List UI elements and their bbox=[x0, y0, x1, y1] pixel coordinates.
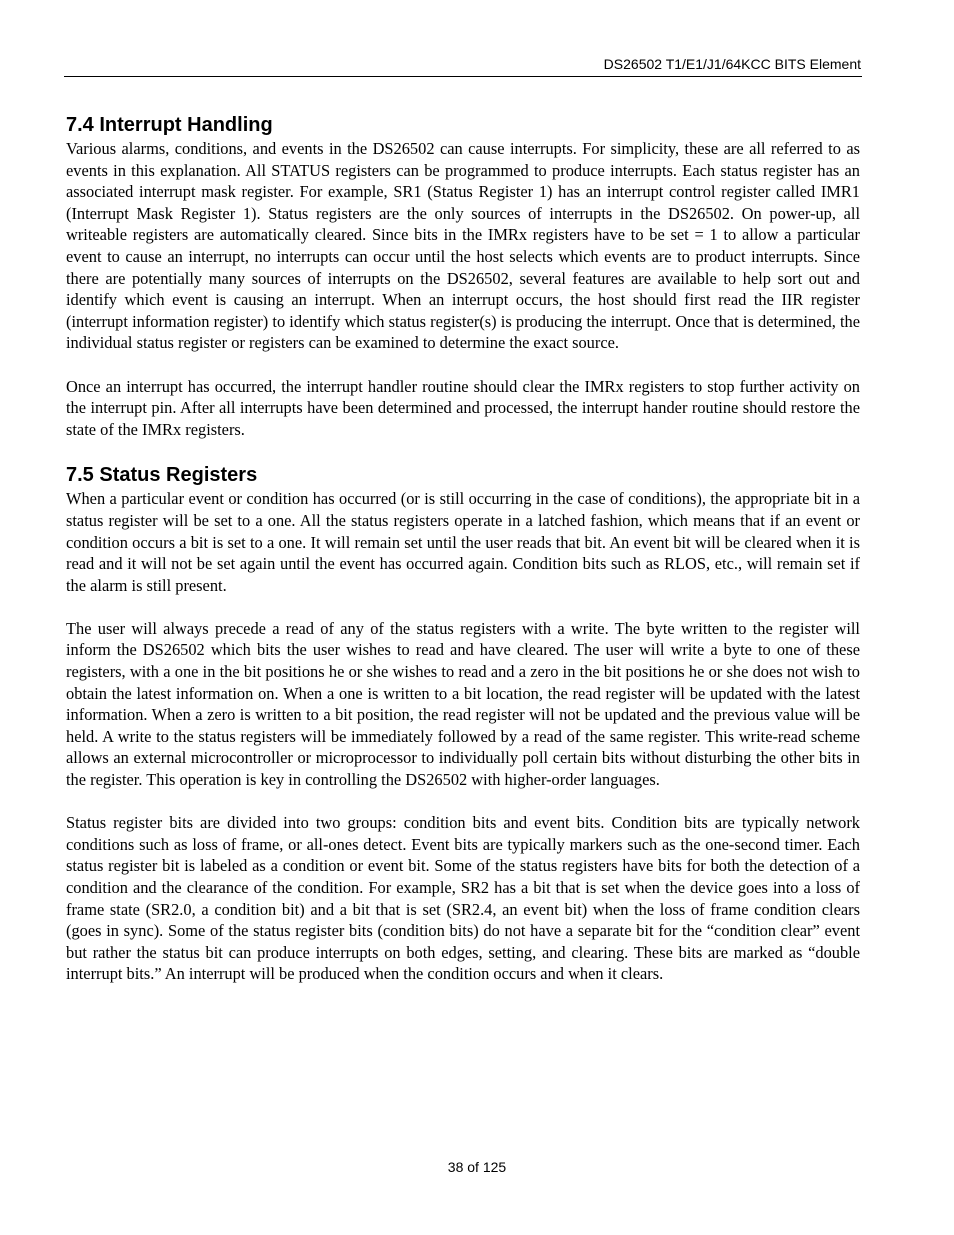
paragraph-interrupt-handler: Once an interrupt has occurred, the interrupt handler routine should clear the IMRx registers to stop further activity on the interrupt pin. After all interrupts have been determined and processed, the interrupt hander routine should restore the state of the IMRx registers. bbox=[66, 376, 860, 439]
header-divider bbox=[64, 76, 862, 77]
paragraph-status-bit-groups: Status register bits are divided into two groups: condition bits and event bits. Condition bits are typically network conditions such as loss of frame, or all-ones detect. Event bits are typically markers such as the one-second timer. Each status register bit is labeled as a condition or event bit. Some of the status registers have bits for both the detection of a condition and the clearance of the condition. For example, SR2 has a bit that is set when the device goes into a loss of frame state (SR2.0, a condition bit) and a bit that is set (SR2.4, an event bit) when the loss of frame condition clears (goes in sync). Some of the status register bits (condition bits) do not have a separate bit for the “condition clear” event but rather the status bit can produce interrupts on both edges, setting, and clearing. These bits are marked as “double interrupt bits.” An interrupt will be produced when the condition occurs and when it clears. bbox=[66, 813, 860, 984]
section-heading-status-registers: 7.5 Status Registers bbox=[66, 464, 258, 487]
page-number: 38 of 125 bbox=[447, 1159, 507, 1175]
page-body bbox=[66, 112, 860, 985]
section-heading-interrupt-handling: 7.4 Interrupt Handling bbox=[66, 114, 273, 136]
paragraph-status-latched: When a particular event or condition has occurred (or is still occurring in the case of conditions), the appropriate bit in a status register will be set to a one. All the status registers operate in a latched fashion, which means that if an event or condition occurs a bit is set to a one. It will remain set until the user reads that bit. An event bit will be cleared when it is read and it will not be set again until the event has occurred again. Condition bits such as RLOS, etc., will remain set if the alarm is still present. bbox=[66, 489, 860, 595]
paragraph-interrupt-overview: Various alarms, conditions, and events in the DS26502 can cause interrupts. For simplicity, these are all referred to as events in this explanation. All STATUS registers can be programmed to produce interrupts. Each status register has an associated interrupt mask register. For example, SR1 (Status Register 1) has an interrupt control register called IMR1 (Interrupt Mask Register 1). Status registers are the only sources of interrupts in the DS26502. On power-up, all writeable registers are automatically cleared. Since bits in the IMRx registers have to be set = 1 to allow a particular event to cause an interrupt, no interrupts can occur until the host selects which events are to product interrupts. Since there are potentially many sources of interrupts on the DS26502, several features are available to help sort out and identify which event is causing an interrupt. When an interrupt occurs, the host should first read the IIR register (interrupt information register) to identify which status register(s) is producing the interrupt. Once that is determined, the individual status register or registers can be examined to determine the exact source. bbox=[66, 139, 860, 353]
paragraph-status-write-read: The user will always precede a read of any of the status registers with a write. The byte written to the register will inform the DS26502 which bits the user wishes to read and have cleared. The user will write a byte to one of these registers, with a one in the bit positions he or she wishes to read and a zero in the bit positions he or she does not wish to obtain the latest information on. When a one is written to a bit location, the read register will be updated with the latest information. When a zero is written to a bit position, the read register will not be updated and the previous value will be held. A write to the status registers will be immediately followed by a read of the same register. This write-read scheme allows an external microcontroller or microprocessor to individually poll certain bits without disturbing the other bits in the register. This operation is key in controlling the DS26502 with higher-order languages. bbox=[66, 618, 860, 790]
running-header-title: DS26502 T1/E1/J1/64KCC BITS Element bbox=[603, 56, 861, 72]
